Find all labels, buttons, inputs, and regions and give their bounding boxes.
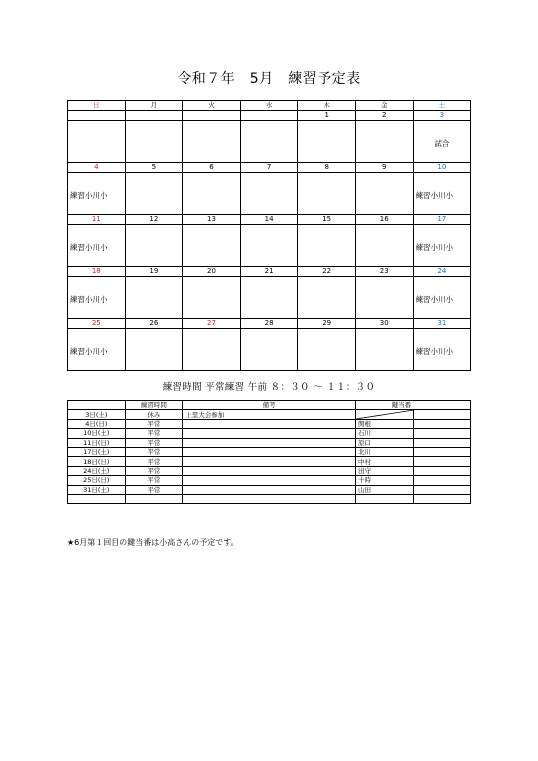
calendar-week-row xyxy=(68,215,471,267)
day-event-text: 練習小川小 xyxy=(415,295,454,304)
day-event-area xyxy=(241,121,298,162)
weekday-wed: 水 xyxy=(240,101,298,111)
calendar-day-cell xyxy=(413,319,471,371)
schedule-date: 10日(土) xyxy=(68,429,126,438)
day-number: 26 xyxy=(126,319,183,329)
calendar-day-cell xyxy=(413,267,471,319)
day-event-text: 練習小川小 xyxy=(70,191,108,200)
schedule-time: 平常 xyxy=(125,429,183,438)
schedule-extra xyxy=(413,429,471,438)
schedule-time: 平常 xyxy=(125,457,183,466)
calendar-day-cell xyxy=(183,111,241,163)
calendar-day-cell xyxy=(355,319,413,371)
schedule-time xyxy=(125,494,183,503)
calendar-day-cell xyxy=(355,163,413,215)
calendar-day-cell xyxy=(355,215,413,267)
calendar-day-cell xyxy=(125,267,183,319)
calendar-day-cell xyxy=(183,163,241,215)
day-number xyxy=(183,111,240,121)
calendar-day-cell xyxy=(68,215,126,267)
schedule-extra xyxy=(413,494,471,503)
day-event-area xyxy=(183,121,240,162)
schedule-header-row xyxy=(68,401,471,410)
day-event-area xyxy=(298,121,355,162)
schedule-date: 31日(土) xyxy=(68,485,126,494)
schedule-remarks xyxy=(183,485,356,494)
calendar-week-row xyxy=(68,163,471,215)
schedule-extra xyxy=(413,419,471,428)
schedule-key-duty: 関根 xyxy=(355,419,413,428)
schedule-header-remarks: 備考 xyxy=(183,401,356,410)
day-number: 29 xyxy=(298,319,355,329)
day-number: 24 xyxy=(414,267,471,277)
schedule-key-duty: 中村 xyxy=(355,457,413,466)
day-number: 1 xyxy=(298,111,355,121)
schedule-date xyxy=(68,494,126,503)
calendar-table xyxy=(67,100,471,371)
calendar-day-cell xyxy=(298,319,356,371)
table-row xyxy=(68,494,471,503)
schedule-date: 4日(日) xyxy=(68,419,126,428)
schedule-extra xyxy=(413,476,471,485)
day-number: 31 xyxy=(414,319,471,329)
day-event-area xyxy=(356,329,413,370)
day-event-text: 試合 xyxy=(434,139,450,148)
day-number: 9 xyxy=(356,163,413,173)
calendar-day-cell xyxy=(240,111,298,163)
calendar-day-cell xyxy=(125,163,183,215)
schedule-remarks xyxy=(183,457,356,466)
day-number: 3 xyxy=(414,111,471,121)
calendar-week-row xyxy=(68,319,471,371)
calendar-week-row xyxy=(68,267,471,319)
schedule-date: 17日(土) xyxy=(68,447,126,456)
weekday-thu: 木 xyxy=(298,101,356,111)
calendar-day-cell xyxy=(240,319,298,371)
day-number: 7 xyxy=(241,163,298,173)
calendar-day-cell xyxy=(298,111,356,163)
calendar-day-cell xyxy=(68,163,126,215)
calendar-day-cell xyxy=(68,111,126,163)
day-event-area xyxy=(298,225,355,266)
day-number: 19 xyxy=(126,267,183,277)
day-event-area xyxy=(356,121,413,162)
day-number: 17 xyxy=(414,215,471,225)
table-row xyxy=(68,429,471,438)
day-event-area xyxy=(183,173,240,214)
day-number: 25 xyxy=(68,319,125,329)
table-row xyxy=(68,410,471,419)
schedule-remarks xyxy=(183,438,356,447)
schedule-key-duty: 北川 xyxy=(355,447,413,456)
day-event-area xyxy=(356,173,413,214)
schedule-key-duty: 田守 xyxy=(355,466,413,475)
day-number: 28 xyxy=(241,319,298,329)
schedule-time: 平常 xyxy=(125,438,183,447)
schedule-remarks xyxy=(183,494,356,503)
footnote: ★6月第１回目の鍵当番は小高さんの予定です。 xyxy=(67,538,239,547)
calendar-day-cell xyxy=(298,215,356,267)
calendar-day-cell xyxy=(413,163,471,215)
day-event-text: 練習小川小 xyxy=(70,243,108,252)
schedule-key-duty xyxy=(355,410,413,419)
schedule-remarks xyxy=(183,447,356,456)
day-number: 30 xyxy=(356,319,413,329)
day-number: 27 xyxy=(183,319,240,329)
day-number xyxy=(68,111,125,121)
schedule-remarks xyxy=(183,466,356,475)
schedule-key-duty xyxy=(355,494,413,503)
schedule-time: 平常 xyxy=(125,476,183,485)
calendar-day-cell xyxy=(240,215,298,267)
table-row xyxy=(68,466,471,475)
schedule-extra xyxy=(413,447,471,456)
schedule-extra xyxy=(413,438,471,447)
day-event-area xyxy=(298,329,355,370)
day-event-area xyxy=(241,329,298,370)
weekday-tue: 火 xyxy=(183,101,241,111)
schedule-header-time: 練習時間 xyxy=(125,401,183,410)
schedule-date: 25日(日) xyxy=(68,476,126,485)
weekday-fri: 金 xyxy=(355,101,413,111)
schedule-date: 18日(日) xyxy=(68,457,126,466)
day-event-area xyxy=(183,225,240,266)
schedule-remarks: 上里大会参加 xyxy=(183,410,356,419)
day-number: 13 xyxy=(183,215,240,225)
day-number: 8 xyxy=(298,163,355,173)
day-number: 20 xyxy=(183,267,240,277)
day-event-area xyxy=(126,121,183,162)
schedule-extra xyxy=(413,457,471,466)
day-event-area xyxy=(183,277,240,318)
schedule-key-duty: 十時 xyxy=(355,476,413,485)
day-event-text: 練習小川小 xyxy=(415,191,454,200)
day-event-area xyxy=(414,277,471,318)
schedule-extra xyxy=(413,485,471,494)
schedule-time: 平常 xyxy=(125,419,183,428)
schedule-remarks xyxy=(183,419,356,428)
schedule-extra xyxy=(413,466,471,475)
calendar-day-cell xyxy=(298,163,356,215)
calendar-day-cell xyxy=(355,111,413,163)
day-event-area xyxy=(68,121,125,162)
schedule-key-duty: 原口 xyxy=(355,438,413,447)
schedule-time: 平常 xyxy=(125,447,183,456)
calendar-day-cell xyxy=(413,215,471,267)
practice-hours: 練習時間 平常練習 午前 ８：３０ ～ １１：３０ xyxy=(162,382,376,393)
calendar-day-cell xyxy=(240,163,298,215)
day-event-text: 練習小川小 xyxy=(70,295,108,304)
calendar-day-cell xyxy=(125,215,183,267)
day-event-text: 練習小川小 xyxy=(415,243,454,252)
day-event-area xyxy=(126,173,183,214)
day-number: 18 xyxy=(68,267,125,277)
day-number: 23 xyxy=(356,267,413,277)
day-event-area xyxy=(68,277,125,318)
day-event-area xyxy=(414,225,471,266)
day-event-area xyxy=(68,173,125,214)
key-duty-schedule-table xyxy=(67,400,471,504)
day-number: 11 xyxy=(68,215,125,225)
calendar-day-cell xyxy=(125,111,183,163)
day-event-area xyxy=(298,277,355,318)
schedule-header-key-duty: 鍵当番 xyxy=(355,401,413,410)
day-event-area xyxy=(68,225,125,266)
day-event-area xyxy=(356,225,413,266)
table-row xyxy=(68,457,471,466)
table-row xyxy=(68,485,471,494)
day-number: 16 xyxy=(356,215,413,225)
day-event-area xyxy=(241,277,298,318)
day-event-area xyxy=(298,173,355,214)
day-event-area xyxy=(414,173,471,214)
day-number: 10 xyxy=(414,163,471,173)
day-number xyxy=(241,111,298,121)
schedule-time: 平常 xyxy=(125,466,183,475)
weekday-header-row xyxy=(68,101,471,111)
day-event-text: 練習小川小 xyxy=(70,347,108,356)
day-number: 21 xyxy=(241,267,298,277)
day-event-area xyxy=(414,329,471,370)
calendar-day-cell xyxy=(68,267,126,319)
schedule-remarks xyxy=(183,476,356,485)
day-event-area xyxy=(126,225,183,266)
calendar-day-cell xyxy=(68,319,126,371)
schedule-time: 休み xyxy=(125,410,183,419)
day-number: 14 xyxy=(241,215,298,225)
day-number: 5 xyxy=(126,163,183,173)
weekday-sat: 土 xyxy=(413,101,471,111)
table-row xyxy=(68,419,471,428)
day-event-area xyxy=(126,277,183,318)
day-number: 2 xyxy=(356,111,413,121)
day-event-area xyxy=(68,329,125,370)
schedule-header-extra xyxy=(413,401,471,410)
calendar-day-cell xyxy=(355,267,413,319)
calendar-day-cell xyxy=(298,267,356,319)
day-number: 15 xyxy=(298,215,355,225)
schedule-remarks xyxy=(183,429,356,438)
day-event-area xyxy=(241,173,298,214)
day-event-area xyxy=(183,329,240,370)
day-event-area xyxy=(356,277,413,318)
weekday-sun: 日 xyxy=(68,101,126,111)
diagonal-slash xyxy=(356,410,413,419)
calendar-day-cell xyxy=(183,319,241,371)
calendar-day-cell xyxy=(413,111,471,163)
schedule-extra xyxy=(413,410,471,419)
day-number: 4 xyxy=(68,163,125,173)
day-number: 22 xyxy=(298,267,355,277)
day-event-area xyxy=(126,329,183,370)
day-event-text: 練習小川小 xyxy=(415,347,454,356)
table-row xyxy=(68,476,471,485)
calendar-day-cell xyxy=(183,267,241,319)
calendar-day-cell xyxy=(125,319,183,371)
table-row xyxy=(68,438,471,447)
day-number: 6 xyxy=(183,163,240,173)
table-row xyxy=(68,447,471,456)
day-number: 12 xyxy=(126,215,183,225)
calendar-day-cell xyxy=(240,267,298,319)
schedule-key-duty: 石川 xyxy=(355,429,413,438)
schedule-date: 11日(日) xyxy=(68,438,126,447)
calendar-week-row xyxy=(68,111,471,163)
schedule-header-date xyxy=(68,401,126,410)
day-event-area xyxy=(414,121,471,162)
page-title: 令和７年 5月 練習予定表 xyxy=(177,71,361,87)
day-number xyxy=(126,111,183,121)
schedule-key-duty: 山田 xyxy=(355,485,413,494)
weekday-mon: 月 xyxy=(125,101,183,111)
schedule-time: 平常 xyxy=(125,485,183,494)
schedule-date: 3日(土) xyxy=(68,410,126,419)
schedule-date: 24日(土) xyxy=(68,466,126,475)
calendar-day-cell xyxy=(183,215,241,267)
day-event-area xyxy=(241,225,298,266)
